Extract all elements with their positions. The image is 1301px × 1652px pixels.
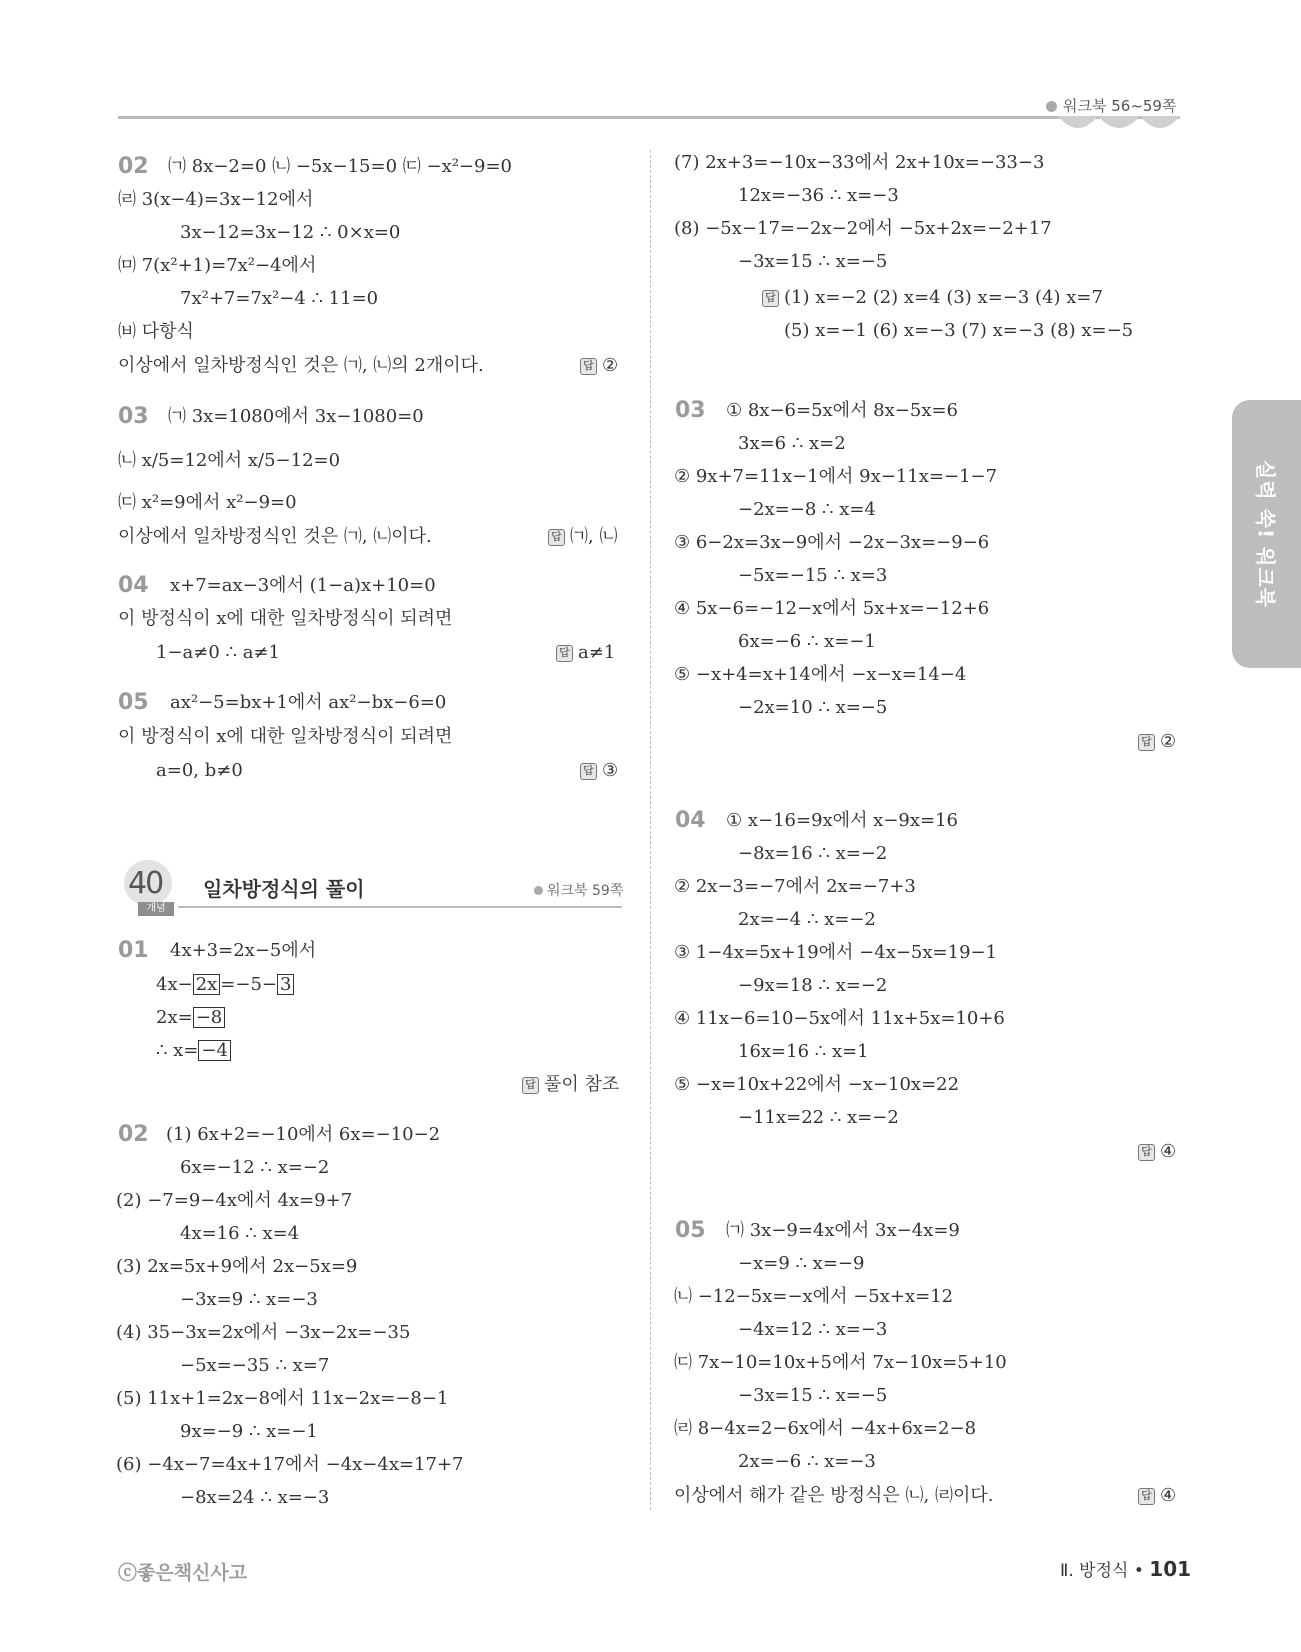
solution-line: −9x=18 ∴ x=−2 [738,975,888,996]
solution-line: ① x−16=9x에서 x−9x=16 [726,810,959,831]
answer [580,760,618,782]
solution-line: a=0, b≠0 [156,760,243,781]
solution-line: 4x=16 ∴ x=4 [180,1223,300,1244]
solution-line: ③ 6−2x=3x−9에서 −2x−3x=−9−6 [674,532,990,553]
solution-line: ㈂ 7x−10=10x+5에서 7x−10x=5+10 [674,1352,1007,1373]
solution-line: −5x=−35 ∴ x=7 [180,1355,330,1376]
problem-number: 02 [118,1122,149,1147]
solution-line: 이 방정식이 x에 대한 일차방정식이 되려면 [118,726,453,747]
answer [1138,1141,1176,1163]
solution-line: 이상에서 일차방정식인 것은 ㈀, ㈁이다. [118,526,432,547]
solution-line: (3) 2x=5x+9에서 2x−5x=9 [116,1256,358,1277]
problem-number: 04 [675,808,706,833]
answer-badge: 답 [556,645,573,662]
answer-continued: (5) x=−1 (6) x=−3 (7) x=−3 (8) x=−5 [784,320,1134,341]
problem-number: 04 [118,573,149,598]
solution-line: −8x=16 ∴ x=−2 [738,843,888,864]
solution-line: −3x=15 ∴ x=−5 [738,251,888,272]
solution-line: ax²−5=bx+1에서 ax²−bx−6=0 [170,692,447,713]
answer-value: ③ [602,760,619,781]
solution-line [156,974,294,996]
solution-line: 7x²+7=7x²−4 ∴ 11=0 [180,288,379,309]
solution-line: 1−a≠0 ∴ a≠1 [156,642,280,663]
solution-line: x+7=ax−3에서 (1−a)x+10=0 [170,575,436,596]
solution-line: ⑤ −x+4=x+14에서 −x−x=14−4 [674,664,967,685]
problem-number: 05 [118,690,149,715]
section-workbook-reference [534,880,623,900]
solution-line: (2) −7=9−4x에서 4x=9+7 [116,1190,353,1211]
solution-line: ② 9x+7=11x−1에서 9x−11x=−1−7 [674,466,998,487]
section-title: 일차방정식의 풀이 [203,877,365,901]
solution-line: 2x=−4 ∴ x=−2 [738,909,876,930]
solution-line: −3x=15 ∴ x=−5 [738,1385,888,1406]
answer [1138,1485,1176,1507]
solution-line: −5x=−15 ∴ x=3 [738,565,888,586]
solution-line: (8) −5x−17=−2x−2에서 −5x+2x=−2+17 [674,218,1052,239]
solution-line: 이상에서 일차방정식인 것은 ㈀, ㈁의 2개이다. [118,355,484,376]
page-number: 101 [1149,1557,1192,1581]
equation-part: 4x− [156,974,193,995]
solution-line: 6x=−12 ∴ x=−2 [180,1157,330,1178]
solution-line: ⑤ −x=10x+22에서 −x−10x=22 [674,1074,960,1095]
problem-number: 03 [118,404,149,429]
answer-box: −4 [198,1040,231,1061]
solution-line: ㈃ 8−4x=2−6x에서 −4x+6x=2−8 [674,1418,977,1439]
solution-line [156,1040,231,1062]
answer-badge: 답 [522,1077,539,1094]
solution-line [156,1007,225,1029]
section-badge [118,860,176,918]
answer-badge: 답 [1138,1488,1155,1505]
solution-line: −x=9 ∴ x=−9 [738,1253,865,1274]
answer [556,642,615,664]
top-rule [118,116,1180,119]
answer-value: ④ [1160,1141,1177,1162]
solution-line: (1) 6x+2=−10에서 6x=−10−2 [166,1124,441,1145]
answer-value: 풀이 참조 [544,1074,620,1095]
solution-line: (5) 11x+1=2x−8에서 11x−2x=−8−1 [116,1388,449,1409]
equation-part: =−5− [220,974,277,995]
solution-line: −3x=9 ∴ x=−3 [180,1289,318,1310]
side-tab-label: 실력 쑥! 워크북 [1253,460,1277,608]
bullet-icon [1046,101,1057,112]
equation-part: ∴ x= [156,1040,199,1061]
problem-number: 05 [675,1218,706,1243]
solution-line: ② 2x−3=−7에서 2x=−7+3 [674,876,916,897]
section-rule [178,906,622,908]
solution-line: ④ 5x−6=−12−x에서 5x+x=−12+6 [674,598,990,619]
solution-line: ㈅ 다항식 [118,321,194,342]
chapter-label: Ⅱ. 방정식 [1060,1561,1129,1581]
solution-line: ㈀ 3x=1080에서 3x−1080=0 [168,406,424,427]
answer-box: 3 [277,974,294,995]
answer [1138,731,1176,753]
answer-badge: 답 [1138,734,1155,751]
solution-line: 3x=6 ∴ x=2 [738,433,846,454]
section-number: 40 [128,866,163,901]
solution-line: 이 방정식이 x에 대한 일차방정식이 되려면 [118,608,453,629]
problem-number: 03 [675,398,706,423]
answer-value: (1) x=−2 (2) x=4 (3) x=−3 (4) x=7 [784,287,1103,308]
solution-line: ㈃ 3(x−4)=3x−12에서 [118,189,314,210]
workbook-reference [1046,95,1176,116]
section-badge-label: 개념 [138,902,174,916]
answer-badge: 답 [580,763,597,780]
solution-line: (6) −4x−7=4x+17에서 −4x−4x=17+7 [116,1454,464,1475]
section-workbook-reference-text: 워크북 59쪽 [547,883,624,899]
answer-value: ② [1160,731,1177,752]
footer-separator: • [1133,1561,1144,1581]
answer-badge: 답 [1138,1144,1155,1161]
answer-badge: 답 [548,529,565,546]
scallop-decoration [1058,116,1180,132]
answer [762,287,1103,309]
bullet-icon [534,886,543,895]
problem-number: 02 [118,154,149,179]
column-divider [650,150,651,1510]
solution-line: 16x=16 ∴ x=1 [738,1041,869,1062]
workbook-reference-text: 워크북 56~59쪽 [1063,97,1177,115]
solution-line: 12x=−36 ∴ x=−3 [738,185,899,206]
answer-badge: 답 [762,290,779,307]
solution-line: 이상에서 해가 같은 방정식은 ㈁, ㈃이다. [674,1485,994,1506]
solution-line: (4) 35−3x=2x에서 −3x−2x=−35 [116,1322,411,1343]
page-footer [1060,1556,1191,1581]
answer-badge: 답 [580,358,597,375]
solution-line: ③ 1−4x=5x+19에서 −4x−5x=19−1 [674,942,998,963]
solution-line: ④ 11x−6=10−5x에서 11x+5x=10+6 [674,1008,1005,1029]
solution-line: ㈀ 8x−2=0 ㈁ −5x−15=0 ㈂ −x²−9=0 [168,156,513,177]
solution-line: ㈀ 3x−9=4x에서 3x−4x=9 [726,1220,960,1241]
solution-line: 6x=−6 ∴ x=−1 [738,631,876,652]
solution-line: ㈁ −12−5x=−x에서 −5x+x=12 [674,1286,954,1307]
publisher-logo: ⓒ좋은책신사고 [118,1562,248,1584]
answer-value: a≠1 [578,642,616,663]
solution-line: (7) 2x+3=−10x−33에서 2x+10x=−33−3 [674,152,1045,173]
solution-line: ① 8x−6=5x에서 8x−5x=6 [726,400,959,421]
solution-line: −4x=12 ∴ x=−3 [738,1319,888,1340]
equation-part: 2x= [156,1007,193,1028]
solution-line: ㈁ x/5=12에서 x/5−12=0 [118,450,341,471]
answer [580,355,618,377]
solution-line: 4x+3=2x−5에서 [170,940,317,961]
answer [522,1074,619,1096]
side-tab [1232,400,1301,668]
solution-line: 2x=−6 ∴ x=−3 [738,1451,876,1472]
answer [548,526,617,548]
answer-value: ㈀, ㈁ [570,526,618,547]
solution-line: −8x=24 ∴ x=−3 [180,1487,330,1508]
solution-line: −11x=22 ∴ x=−2 [738,1107,899,1128]
solution-line: 3x−12=3x−12 ∴ 0×x=0 [180,222,401,243]
solution-line: ㈄ 7(x²+1)=7x²−4에서 [118,255,317,276]
answer-box: 2x [193,974,221,995]
solution-line: −2x=10 ∴ x=−5 [738,697,888,718]
answer-value: ④ [1160,1485,1177,1506]
solution-line: −2x=−8 ∴ x=4 [738,499,876,520]
answer-box: −8 [193,1007,226,1028]
problem-number: 01 [118,938,149,963]
solution-line: ㈂ x²=9에서 x²−9=0 [118,492,297,513]
answer-value: ② [602,355,619,376]
solution-line: 9x=−9 ∴ x=−1 [180,1421,318,1442]
